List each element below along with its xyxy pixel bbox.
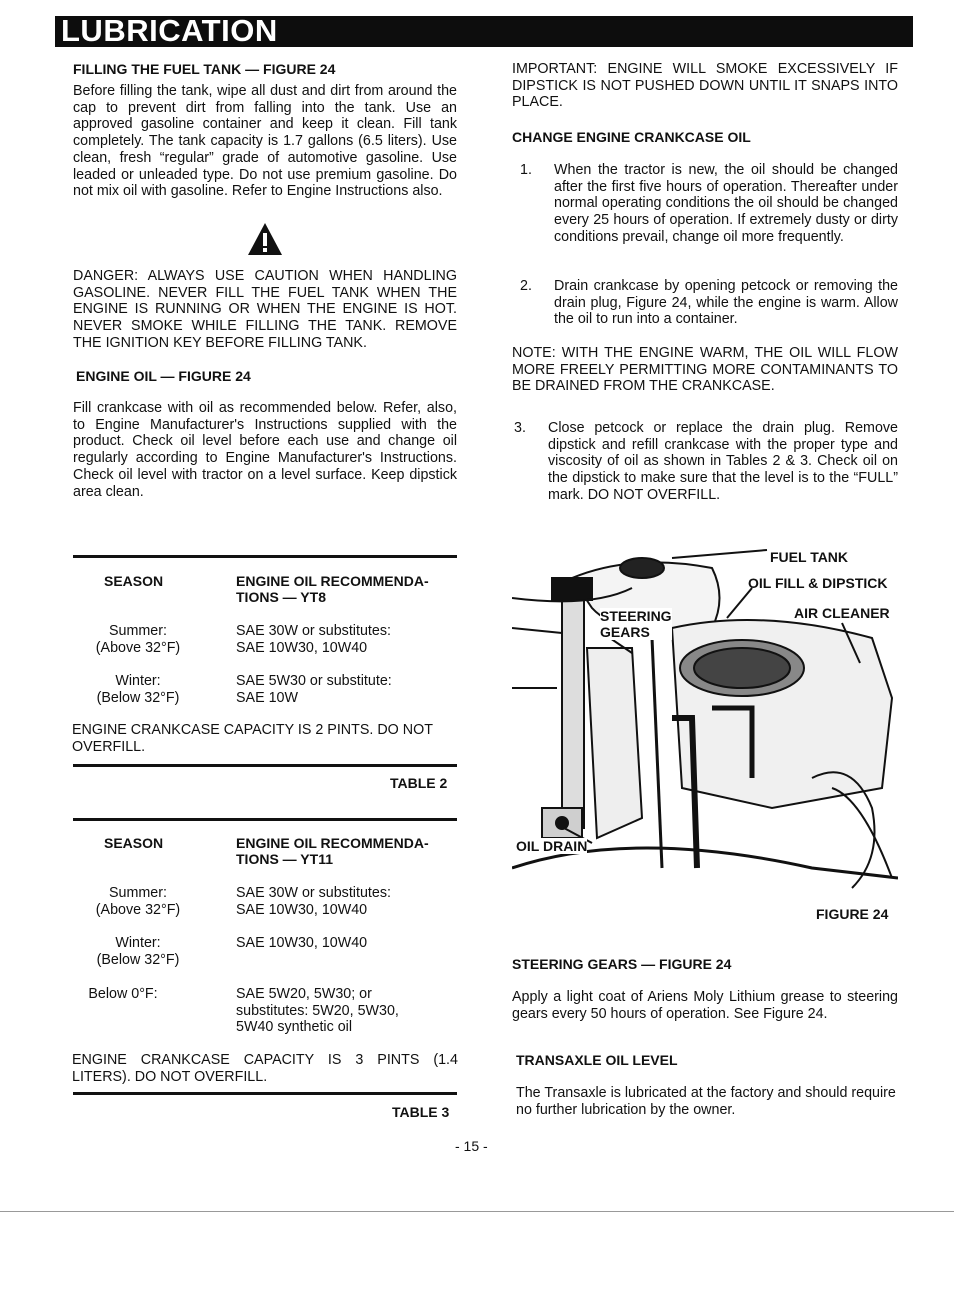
transaxle-text: The Transaxle is lubricated at the factory and should require no further lubrication by the owner. [516, 1085, 896, 1118]
steering-text: Apply a light coat of Ariens Moly Lithium grease to steering gears every 50 hours of operation. See Figure 24. [512, 989, 898, 1022]
table3-capacity: ENGINE CRANKCASE CAPACITY IS 3 PINTS (1.4 LITERS). DO NOT OVERFILL. [72, 1052, 458, 1085]
table3-top-rule [73, 818, 457, 821]
danger-text: DANGER: ALWAYS USE CAUTION WHEN HANDLING GASOLINE. NEVER FILL THE FUEL TANK WHEN THE ENGINE IS RUNNING OR WHEN THE ENGINE IS HOT. NEVER SMOKE WHILE FILLING THE TANK. REMOVE THE IGNITION KEY BEFORE FILLING TANK. [73, 268, 457, 351]
label-fuel-tank: FUEL TANK [770, 549, 849, 565]
step-3: 3. Close petcock or replace the drain plug. Remove dipstick and refill crankcase with the proper type and viscosity of oil as shown in Tables 2 & 3. Check oil on the dipstick to make sure that the level is to the “FULL” mark. DO NOT OVERFILL. [514, 420, 898, 503]
header-bar [55, 13, 913, 48]
table2-row2-oil: SAE 5W30 or substitute: SAE 10W [236, 673, 392, 706]
table2-row1-season: Summer: (Above 32°F) [95, 623, 181, 656]
oil-heading: ENGINE OIL — FIGURE 24 [76, 368, 251, 384]
table2-row1-oil: SAE 30W or substitutes: SAE 10W30, 10W40 [236, 623, 391, 656]
important-text: IMPORTANT: ENGINE WILL SMOKE EXCESSIVELY IF DIPSTICK IS NOT PUSHED DOWN UNTIL IT SNAPS INTO PLACE. [512, 61, 898, 111]
transaxle-heading: TRANSAXLE OIL LEVEL [516, 1052, 678, 1068]
table3-row3-oil: SAE 5W20, 5W30; or substitutes: 5W20, 5W30, 5W40 synthetic oil [236, 986, 399, 1035]
table3-row2-oil: SAE 10W30, 10W40 [236, 935, 368, 951]
oil-text: Fill crankcase with oil as recommended below. Refer, also, to Engine Manufacturer's Instructions supplied with the product. Check oil level before each use and change oil regularly according to Engine Manufacturer's Instructions. Check oil level with tractor on a level surface. Keep dipstick area clean. [73, 400, 457, 500]
step-2: 2. Drain crankcase by opening petcock or removing the drain plug, Figure 24, while the engine is warm. Allow the oil to run into a container. [520, 278, 898, 328]
table3-row3-season: Below 0°F: [88, 986, 158, 1002]
label-oil-fill-dipstick: OIL FILL & DIPSTICK [748, 575, 888, 591]
label-air-cleaner: AIR CLEANER [794, 605, 890, 621]
figure-24 [512, 538, 898, 898]
fuel-heading: FILLING THE FUEL TANK — FIGURE 24 [73, 61, 336, 77]
table2-top-rule [73, 555, 457, 558]
table3-row1-oil: SAE 30W or substitutes: SAE 10W30, 10W40 [236, 885, 391, 918]
table2-oil-header: ENGINE OIL RECOMMENDA- TIONS — YT8 [236, 573, 429, 605]
table3-caption: TABLE 3 [392, 1104, 450, 1120]
note-text: NOTE: WITH THE ENGINE WARM, THE OIL WILL FLOW MORE FREELY PERMITTING MORE CONTAMINANTS TO BE DRAINED FROM THE CRANKCASE. [512, 345, 898, 395]
table2-capacity: ENGINE CRANKCASE CAPACITY IS 2 PINTS. DO NOT OVERFILL. [72, 722, 433, 755]
table2-bottom-rule [73, 764, 457, 767]
table2-row2-season: Winter: (Below 32°F) [96, 673, 180, 706]
label-oil-drain: OIL DRAIN [516, 838, 588, 854]
page-bottom-rule [0, 1211, 954, 1212]
warning-icon [247, 222, 283, 256]
table3-season-header: SEASON [104, 835, 164, 851]
figure-24-caption: FIGURE 24 [816, 906, 889, 922]
table2-caption: TABLE 2 [390, 775, 448, 791]
steering-heading: STEERING GEARS — FIGURE 24 [512, 956, 732, 972]
fuel-text: Before filling the tank, wipe all dust and dirt from around the cap to prevent dirt from falling into the tank. Use an approved gasoline container and keep it clean. Fill tank completely. The tank capacity is 1.7 gallons (6.5 liters). Use clean, fresh “regular” grade of automotive gasoline. Use leaded or unleaded type. Do not use premium gasoline. Do not mix oil with gasoline. Refer to Engine Instructions also. [73, 83, 457, 200]
table3-oil-header: ENGINE OIL RECOMMENDA- TIONS — YT11 [236, 835, 429, 867]
page-number: - 15 - [455, 1138, 488, 1154]
table3-row1-season: Summer: (Above 32°F) [95, 885, 181, 918]
table3-row2-season: Winter: (Below 32°F) [96, 935, 180, 968]
change-oil-heading: CHANGE ENGINE CRANKCASE OIL [512, 129, 751, 145]
page-title: LUBRICATION [61, 13, 278, 48]
step-1: 1. When the tractor is new, the oil should be changed after the first five hours of operation. Thereafter under normal operating conditions the oil should be changed every 25 hours of operation. If extremely dusty or dirty conditions prevail, change oil more frequently. [520, 162, 898, 245]
table2-season-header: SEASON [104, 573, 164, 589]
table3-bottom-rule [73, 1092, 457, 1095]
label-steering-gears: STEERING GEARS [600, 608, 672, 640]
